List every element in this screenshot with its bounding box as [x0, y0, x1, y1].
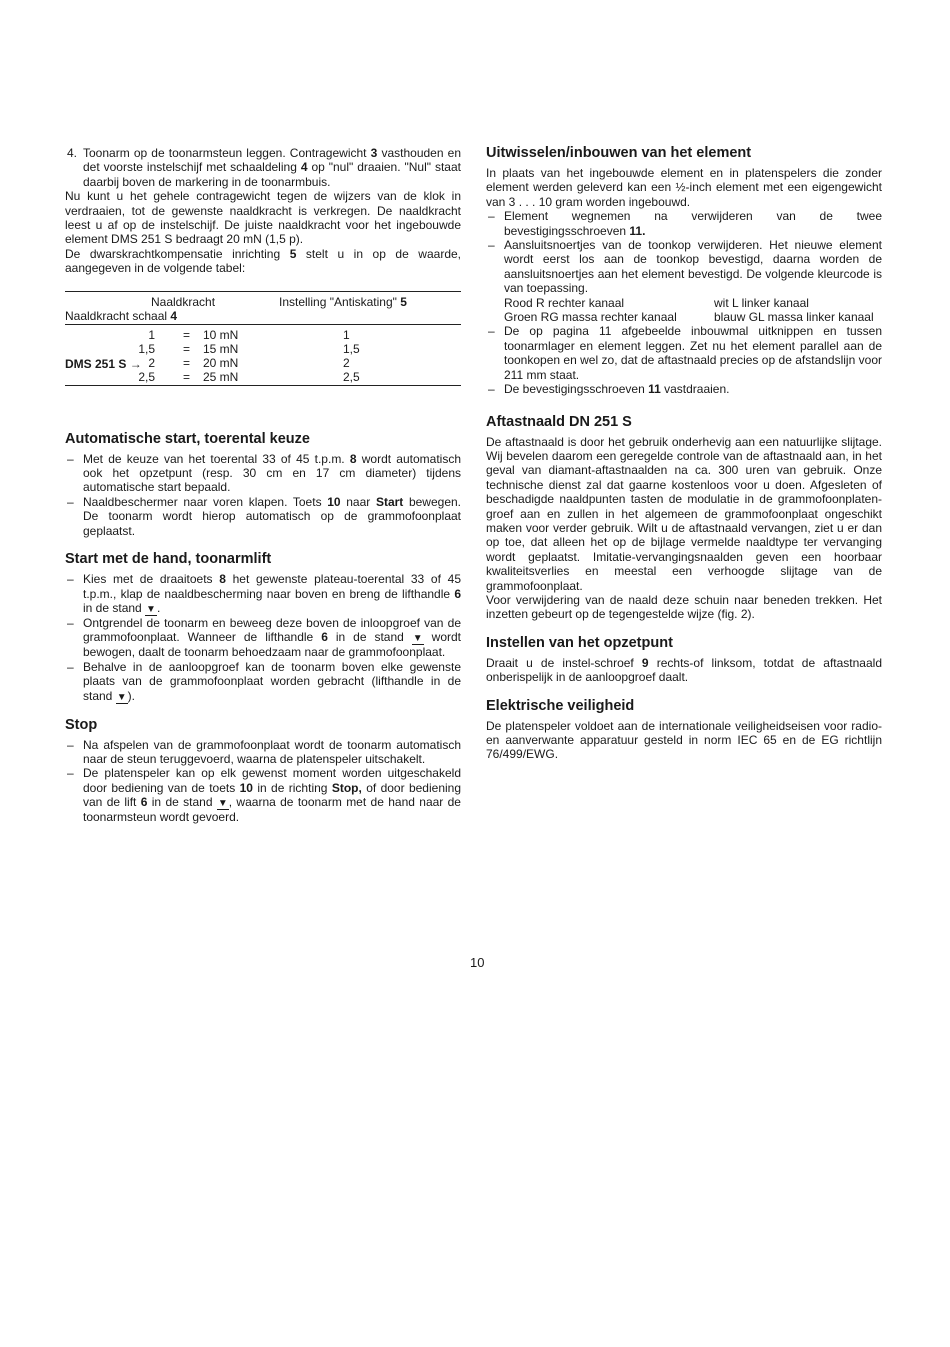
- auto-2-a: Naaldbeschermer naar voren klapen. Toets: [83, 494, 328, 509]
- row-1-anti: 1: [343, 327, 350, 342]
- kleur-row-1: [504, 296, 882, 310]
- header-schaal-ref: 4: [170, 308, 178, 323]
- hand-1-e: in de stand: [83, 600, 146, 615]
- wissel-2-text: – Aansluitsnoertjes van de toonkop verwijderen. Het nieuwe element wordt eerst los aan de toonkop bevestigd, daarna worden de aansluitsnoertjes aan het element bevestigd. De volgende kleurcode is van toepassing.: [504, 238, 882, 296]
- row-2-anti: 1,5: [343, 341, 360, 356]
- header-schaal: [65, 309, 177, 323]
- lift-up-icon: ▼: [217, 798, 228, 810]
- wissel-item-3: – De op pagina 11 afgebeelde inbouwmal uitknippen en tussen toonarmlager en element leggen. Zet nu het element parallel aan de toonkopen en wel zo, dat de aftastnaald precies op de afstandslijn voor 211 mm staat.: [486, 324, 882, 382]
- hand-1-f: .: [156, 600, 161, 615]
- stop-item-1: – Na afspelen van de grammofoonplaat wordt de toonarm automatisch naar de steun teruggevoerd, waarna de platenspeler uitschakelt.: [65, 738, 461, 767]
- hand-2-d: wordt bewogen, daalt de toonarm behoedzaam naar de grammofoonplaat.: [83, 630, 461, 660]
- dms-label-text: DMS 251 S: [65, 356, 127, 371]
- stop-2-d: Stop,: [331, 780, 362, 795]
- wissel-item-1: [486, 209, 882, 238]
- hand-2-a: Ontgrendel de toonarm en beweeg deze boven de inloopgroef van de grammofoonplaat. Wanneer de lifthandle: [83, 615, 461, 645]
- auto-1-a: Met de keuze van het toerental 33 of 45 t.p.m.: [83, 451, 350, 466]
- auto-2-d: Start: [375, 494, 404, 509]
- ref-3: 3: [370, 146, 378, 160]
- settings-table: [65, 291, 461, 386]
- heading-automatische-start: Automatische start, toerental keuze: [65, 430, 310, 447]
- wissel-4-c: vastdraaien.: [660, 382, 730, 397]
- kleur-row-2: [504, 310, 882, 324]
- auto-1-c: wordt automatisch ook het opzetpunt (resp. 30 cm en 17 cm diameter) tijdens automatische start bepaald.: [83, 451, 461, 495]
- left-column: [65, 146, 461, 825]
- hand-2-c: in de stand: [327, 630, 412, 645]
- row-3-scale: 2: [148, 355, 155, 370]
- heading-opzetpunt: Instellen van het opzetpunt: [486, 634, 673, 651]
- step-4-text-b: vasthouden en det voorste instelschijf met schaaldeling: [83, 146, 461, 175]
- heading-uitwisselen: Uitwisselen/inbouwen van het element: [486, 145, 752, 161]
- stop-2-g: in de stand: [147, 795, 217, 810]
- auto-2-c: naar: [340, 494, 376, 509]
- wissel-item-2: [486, 238, 882, 324]
- row-4-eq: =: [183, 369, 191, 384]
- hand-1-b: 8: [219, 572, 226, 587]
- header-naaldkracht: Naaldkracht: [151, 294, 216, 309]
- stop-item-2: [65, 766, 461, 824]
- kleur-2-b: blauw GL massa linker kanaal: [714, 310, 874, 325]
- auto-item-2: [65, 495, 461, 538]
- auto-item-1: [65, 452, 461, 495]
- hand-item-3: [65, 660, 461, 704]
- wissel-4-a: De bevestigingsschroeven: [504, 382, 649, 397]
- hand-3-a: Behalve in de aanloopgroef kan de toonarm boven elke gewenste plaats van de grammofoonplaat worden gebracht (lifthandle in de stand: [83, 659, 461, 703]
- row-1-eq: =: [183, 327, 191, 342]
- hand-1-d: 6: [454, 586, 461, 601]
- hand-item-1: [65, 572, 461, 616]
- row-4-force: 25 mN: [203, 369, 239, 384]
- row-4-anti: 2,5: [343, 369, 360, 384]
- right-column: [486, 144, 882, 762]
- heading-stop: Stop: [65, 716, 98, 733]
- hand-1-a: Kies met de draaitoets: [83, 572, 220, 587]
- dms-label: [65, 357, 142, 371]
- stop-2-b: 10: [239, 780, 253, 795]
- header-instelling: [279, 295, 407, 309]
- step-4: [65, 146, 461, 189]
- wissel-intro: In plaats van het ingebouwde element en in platenspelers die zonder element werden geleverd kan een ½-inch element met een eigengewicht van 3 . . . 10 gram worden ingebouwd.: [486, 166, 882, 209]
- header-instelling-text: Instelling "Antiskating": [279, 294, 401, 309]
- paragraph-antiskating: [65, 247, 461, 276]
- ref-4: 4: [300, 160, 308, 175]
- row-1-scale: 1: [148, 327, 155, 342]
- arrow-icon: →: [129, 356, 142, 371]
- kleur-1-b: wit L linker kanaal: [714, 295, 809, 310]
- stop-2-e: of door bediening van de lift: [83, 780, 462, 810]
- row-2-scale: 1,5: [138, 341, 155, 356]
- row-4-scale: 2,5: [138, 369, 155, 384]
- wissel-item-4: [486, 382, 882, 396]
- aftast-paragraph-1: De aftastnaald is door het gebruik onderhevig aan een natuurlijke slijtage. Wij bevelen daarom een geregelde controle van de aftastnaald aan, in het geval van diamant-aftastnaalden na ca. 300 uren van gebruik. Onze technische dienst zal dat gaarne kostenloos voor u doen. Afgesleten of beschadigde naaldpunten tasten de modulatie in de grammofoonplaten-groef aan en zullen in het algemeen de grammofoonplaat ongeschikt maken voor verder gebruik. Wilt u de aftastnaald vervangen, ziet u er dan op toe, dat alleen het op de bijlage vermelde naaldtype ter vervanging wordt geplaatst. Imitatie-vervangingsnaalden geven een hoorbaar kwaliteitsverlies en meestal een verhoogde slijtage van de grammofoonplaat.: [486, 434, 882, 593]
- auto-2-e: bewegen. De toonarm wordt hierop automatisch op de grammofoonplaat geplaatst.: [83, 494, 462, 538]
- aftast-paragraph-2: Voor verwijdering van de naald deze schuin naar beneden trekken. Het inzetten gebeurt op de tegengestelde wijze (fig. 2).: [486, 592, 882, 622]
- hand-3-b: ).: [127, 688, 135, 703]
- wissel-4-b: 11: [648, 382, 661, 397]
- row-2-force: 15 mN: [203, 341, 239, 356]
- step-4-text-c: op "nul" draaien. "Nul" staat daarbij boven de markering in de toonarmbuis.: [83, 160, 461, 189]
- stop-2-c: in de richting: [252, 780, 332, 795]
- opzet-paragraph: [486, 656, 882, 685]
- antiskating-text-a: De dwarskrachtkompensatie inrichting: [65, 246, 290, 261]
- step-number: 4.: [67, 146, 78, 160]
- ref-5: 5: [289, 246, 297, 261]
- lift-up-icon: ▼: [116, 691, 127, 703]
- auto-1-b: 8: [349, 451, 357, 466]
- page-number: 10: [470, 955, 485, 970]
- heading-start-hand: Start met de hand, toonarmlift: [65, 551, 272, 568]
- opzet-b: 9: [641, 655, 649, 670]
- hand-item-2: [65, 616, 461, 660]
- hand-1-c: het gewenste plateau-toerental 33 of 45 t.p.m., klap de naaldbescherming naar boven en breng de lifthandle: [83, 572, 461, 601]
- paragraph-naaldkracht: Nu kunt u het gehele contragewicht tegen de wijzers van de klok in verdraaien, tot de gewenste naaldkracht is verkregen. De naaldkracht leest u af op de instelschijf. De juiste naaldkracht voor het ingebouwde element DMS 251 S bedraagt 20 mN (1,5 p).: [65, 189, 461, 247]
- opzet-c: rechts-of linksom, totdat de aftastnaald onberispelijk in de aanloopgroef daalt.: [486, 655, 882, 685]
- hand-2-b: 6: [321, 630, 328, 645]
- step-4-text-a: Toonarm op de toonarmsteun leggen. Contragewicht: [83, 146, 371, 160]
- heading-elektrische-veiligheid: Elektrische veiligheid: [486, 697, 635, 714]
- wissel-1-b: 11.: [629, 223, 646, 238]
- header-schaal-text: Naaldkracht schaal: [65, 308, 171, 323]
- row-3-force: 20 mN: [203, 355, 239, 370]
- stop-2-f: 6: [140, 795, 148, 810]
- kleur-1-a: Rood R rechter kanaal: [504, 295, 625, 310]
- heading-aftastnaald: Aftastnaald DN 251 S: [486, 413, 632, 430]
- wissel-1-a: Element wegnemen na verwijderen van de twee bevestigingsschroeven: [504, 209, 882, 238]
- row-3-anti: 2: [343, 355, 350, 370]
- header-instelling-ref: 5: [400, 294, 407, 309]
- row-1-force: 10 mN: [203, 327, 239, 342]
- table-divider: [65, 324, 461, 325]
- kleur-2-a: Groen RG massa rechter kanaal: [504, 310, 677, 325]
- auto-2-b: 10: [327, 494, 341, 509]
- lift-up-icon: ▼: [146, 603, 156, 615]
- row-2-eq: =: [183, 341, 191, 356]
- lift-down-icon: ▼: [412, 633, 423, 645]
- stop-2-h: , waarna de toonarm met de hand naar de toonarmsteun wordt gevoerd.: [83, 795, 461, 825]
- stop-2-a: De platenspeler kan op elk gewenst moment worden uitgeschakeld door bediening van de toets: [83, 766, 461, 795]
- antiskating-text-b: stelt u in op de waarde, aangegeven in de volgende tabel:: [65, 246, 462, 276]
- elek-paragraph: De platenspeler voldoet aan de internationale veiligheidseisen voor radio- en aanverwante apparatuur gesteld in norm IEC 65 en de EG richtlijn 76/499/EWG.: [486, 718, 882, 762]
- opzet-a: Draait u de instel-schroef: [486, 655, 642, 670]
- row-3-eq: =: [183, 355, 191, 370]
